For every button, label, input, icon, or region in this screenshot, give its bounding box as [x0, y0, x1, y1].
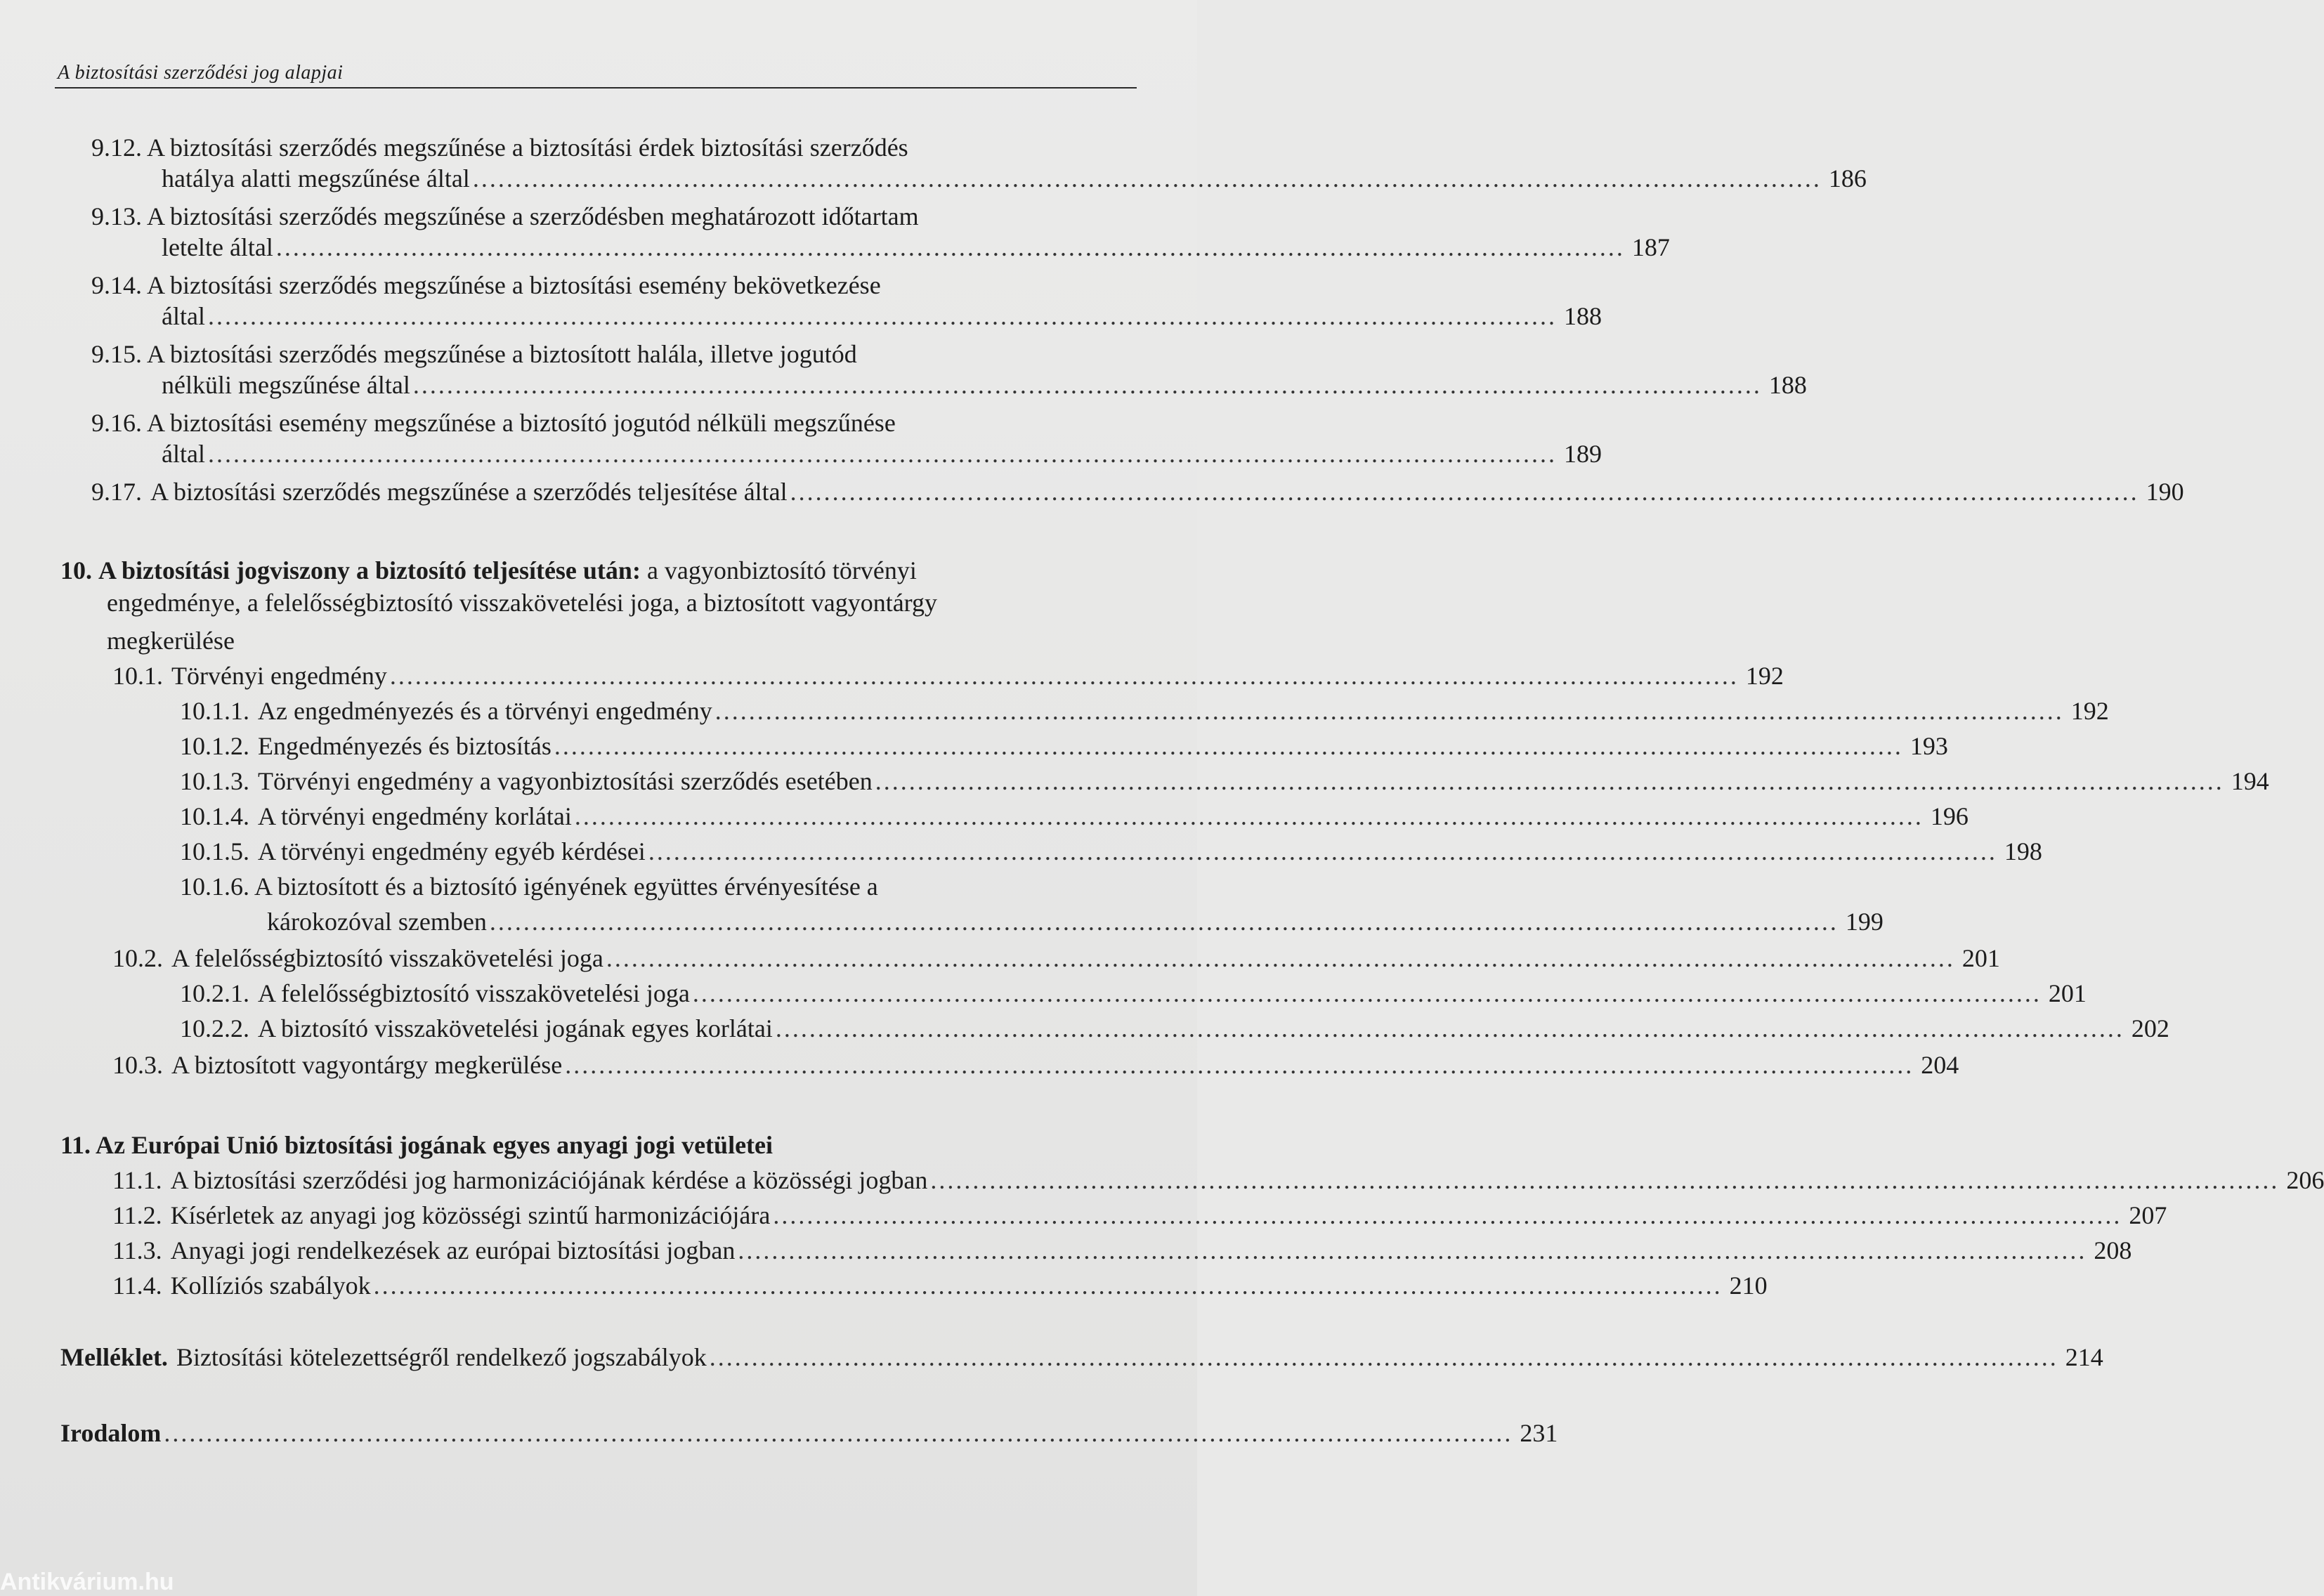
entry-title: Kollíziós szabályok: [170, 1271, 371, 1300]
page-number: 187: [1631, 233, 1670, 261]
toc-entry-10-1-4: 10.1.4. A törvényi engedmény korlátai ................................................................................................................................................................ 196: [180, 802, 1969, 830]
toc-entry-11-1: 11.1. A biztosítási szerződési jog harmonizációjának kérdése a közösségi jogban ................................................................................................................................................................ 206: [112, 1166, 2324, 1194]
appendix-label: Melléklet.: [60, 1343, 168, 1371]
entry-number: 9.12.: [91, 133, 142, 162]
page-number: 194: [2231, 767, 2269, 795]
toc-entry-10-2: 10.2. A felelősségbiztosító visszakövetelési joga ................................................................................................................................................................ 201: [112, 944, 2000, 972]
entry-title: A biztosítási szerződés megszűnése a szerződés teljesítése által: [150, 478, 788, 506]
chapter-10-heading-line2: engedménye, a felelősségbiztosító visszakövetelési joga, a biztosított vagyontárgy: [107, 589, 938, 617]
toc-entry-9-15: [91, 339, 857, 369]
toc-entry-9-15-cont: nélküli megszűnése által ................................................................................................................................................................ 188: [162, 371, 1807, 399]
chapter-10-heading: [60, 555, 917, 586]
toc-entry-bibliography: Irodalom ................................................................................................................................................................ 231: [60, 1419, 1558, 1447]
entry-number: 10.1.6.: [180, 872, 249, 901]
entry-number: 9.14.: [91, 271, 142, 299]
entry-title: A biztosítási szerződés megszűnése a biztosított halála, illetve jogutód: [147, 340, 857, 368]
toc-entry-10-1-1: 10.1.1. Az engedményezés és a törvényi engedmény ................................................................................................................................................................ 192: [180, 697, 2109, 725]
entry-number: 10.1.3.: [180, 767, 249, 795]
entry-title: A törvényi engedmény korlátai: [258, 802, 572, 830]
toc-entry-11-4: 11.4. Kollíziós szabályok ................................................................................................................................................................ 210: [112, 1271, 1768, 1300]
toc-entry-10-2-2: 10.2.2. A biztosító visszakövetelési jogának egyes korlátai ................................................................................................................................................................ 202: [180, 1014, 2169, 1042]
entry-number: 9.15.: [91, 340, 142, 368]
entry-number: 11.1.: [112, 1166, 162, 1194]
entry-number: 11.3.: [112, 1236, 162, 1264]
chapter-number: 10.: [60, 556, 92, 584]
running-header: A biztosítási szerződési jog alapjai: [58, 62, 344, 84]
toc-entry-10-1-5: 10.1.5. A törvényi engedmény egyéb kérdései ................................................................................................................................................................ 198: [180, 837, 2042, 865]
page-number: 210: [1729, 1271, 1768, 1300]
page-number: 188: [1563, 302, 1602, 330]
header-rule: [55, 87, 1137, 89]
toc-entry-9-16: [91, 407, 896, 438]
page-number: 207: [2129, 1201, 2167, 1229]
page-number: 231: [1520, 1419, 1558, 1447]
entry-title: Az engedményezés és a törvényi engedmény: [258, 697, 712, 725]
entry-number: 10.2.2.: [180, 1014, 249, 1042]
toc-entry-appendix: Melléklet. Biztosítási kötelezettségről rendelkező jogszabályok ................................................................................................................................................................ 214: [60, 1343, 2103, 1371]
entry-title: A biztosítási esemény megszűnése a biztosító jogutód nélküli megszűnése: [147, 409, 896, 437]
toc-entry-9-16-cont: által ................................................................................................................................................................ 189: [162, 440, 1602, 468]
toc-entry-11-2: 11.2. Kísérletek az anyagi jog közösségi szintű harmonizációjára ................................................................................................................................................................ 207: [112, 1201, 2167, 1229]
entry-title: Anyagi jogi rendelkezések az európai biztosítási jogban: [170, 1236, 736, 1264]
entry-title: A biztosítási szerződés megszűnése a biztosítási érdek biztosítási szerződés: [147, 133, 908, 162]
entry-number: 10.2.: [112, 944, 163, 972]
page-number: 199: [1845, 908, 1884, 936]
page-number: 208: [2094, 1236, 2132, 1264]
page-number: 214: [2065, 1343, 2103, 1371]
page-number: 202: [2131, 1014, 2169, 1042]
toc-entry-10-1-6: [180, 871, 878, 902]
entry-number: 10.1.4.: [180, 802, 249, 830]
entry-number: 10.1.1.: [180, 697, 249, 725]
chapter-10-heading-line3: megkerülése: [107, 627, 235, 655]
toc-entry-9-13-cont: letelte által ................................................................................................................................................................ 187: [162, 233, 1670, 261]
toc-entry-9-17: 9.17. A biztosítási szerződés megszűnése a szerződés teljesítése által ................................................................................................................................................................ 190: [91, 478, 2184, 506]
entry-number: 9.16.: [91, 409, 142, 437]
entry-title: A törvényi engedmény egyéb kérdései: [258, 837, 646, 865]
toc-entry-10-3: 10.3. A biztosított vagyontárgy megkerülése ................................................................................................................................................................ 204: [112, 1051, 1959, 1079]
page-number: 188: [1768, 371, 1807, 399]
entry-number: 10.2.1.: [180, 979, 249, 1007]
page-number: 198: [2004, 837, 2042, 865]
chapter-subtitle: a vagyonbiztosító törvényi: [646, 556, 917, 584]
page-number: 201: [2048, 979, 2087, 1007]
entry-title-cont: által: [162, 302, 205, 330]
entry-number: 11.4.: [112, 1271, 162, 1300]
entry-title: A biztosított és a biztosító igényének együttes érvényesítése a: [254, 872, 878, 901]
toc-entry-10-1-6-cont: károkozóval szemben ................................................................................................................................................................ 199: [267, 908, 1884, 936]
entry-title: Törvényi engedmény: [171, 662, 387, 690]
entry-title: Törvényi engedmény a vagyonbiztosítási szerződés esetében: [258, 767, 873, 795]
entry-title: Biztosítási kötelezettségről rendelkező jogszabályok: [176, 1343, 707, 1371]
entry-title-cont: hatálya alatti megszűnése által: [162, 164, 470, 192]
entry-title: A biztosítási szerződés megszűnése a biztosítási esemény bekövetkezése: [147, 271, 881, 299]
toc-entry-9-12-cont: hatálya alatti megszűnése által ................................................................................................................................................................ 186: [162, 164, 1867, 192]
toc-entry-10-1: 10.1. Törvényi engedmény ................................................................................................................................................................ 192: [112, 662, 1784, 690]
entry-title-cont: károkozóval szemben: [267, 908, 487, 936]
entry-title: A felelősségbiztosító visszakövetelési joga: [258, 979, 690, 1007]
toc-entry-9-14: [91, 270, 881, 301]
page-number: 206: [2286, 1166, 2324, 1194]
entry-title: Engedményezés és biztosítás: [258, 732, 551, 760]
entry-title-cont: által: [162, 440, 205, 468]
toc-entry-9-14-cont: által ................................................................................................................................................................ 188: [162, 302, 1602, 330]
page-number: 189: [1563, 440, 1602, 468]
entry-number: 11.2.: [112, 1201, 162, 1229]
chapter-title: A biztosítási jogviszony a biztosító teljesítése után:: [98, 556, 641, 584]
page-number: 204: [1921, 1051, 1959, 1079]
entry-number: 9.17.: [91, 478, 142, 506]
entry-number: 9.13.: [91, 202, 142, 230]
toc-entry-9-13: [91, 201, 919, 232]
toc-entry-10-1-3: 10.1.3. Törvényi engedmény a vagyonbiztosítási szerződés esetében ................................................................................................................................................................ 194: [180, 767, 2269, 795]
chapter-number: 11.: [60, 1131, 91, 1159]
page-number: 201: [1961, 944, 2000, 972]
page-number: 192: [2070, 697, 2109, 725]
page-number: 196: [1930, 802, 1969, 830]
page-number: 190: [2146, 478, 2184, 506]
entry-title: A biztosított vagyontárgy megkerülése: [171, 1051, 563, 1079]
toc-entry-10-2-1: 10.2.1. A felelősségbiztosító visszakövetelési joga ................................................................................................................................................................ 201: [180, 979, 2087, 1007]
bibliography-label: Irodalom: [60, 1419, 162, 1447]
entry-title-cont: letelte által: [162, 233, 273, 261]
entry-title: A biztosítási szerződési jog harmonizációjának kérdése a közösségi jogban: [170, 1166, 928, 1194]
watermark: Antikvárium.hu: [0, 1569, 174, 1595]
page-number: 193: [1910, 732, 1948, 760]
entry-title: A felelősségbiztosító visszakövetelési joga: [171, 944, 603, 972]
toc-entry-11-3: 11.3. Anyagi jogi rendelkezések az európai biztosítási jogban ................................................................................................................................................................ 208: [112, 1236, 2132, 1264]
page-number: 186: [1828, 164, 1867, 192]
entry-number: 10.1.: [112, 662, 163, 690]
toc-entry-10-1-2: 10.1.2. Engedményezés és biztosítás ................................................................................................................................................................ 193: [180, 732, 1948, 760]
page-number: 192: [1745, 662, 1784, 690]
entry-title-cont: nélküli megszűnése által: [162, 371, 410, 399]
entry-title: A biztosító visszakövetelési jogának egyes korlátai: [258, 1014, 773, 1042]
entry-number: 10.1.2.: [180, 732, 249, 760]
chapter-title: Az Európai Unió biztosítási jogának egyes anyagi jogi vetületei: [96, 1131, 773, 1159]
chapter-11-heading: [60, 1130, 773, 1160]
entry-number: 10.1.5.: [180, 837, 249, 865]
toc-entry-9-12: [91, 132, 908, 163]
entry-number: 10.3.: [112, 1051, 163, 1079]
entry-title: A biztosítási szerződés megszűnése a szerződésben meghatározott időtartam: [147, 202, 919, 230]
entry-title: Kísérletek az anyagi jog közösségi szintű harmonizációjára: [170, 1201, 771, 1229]
